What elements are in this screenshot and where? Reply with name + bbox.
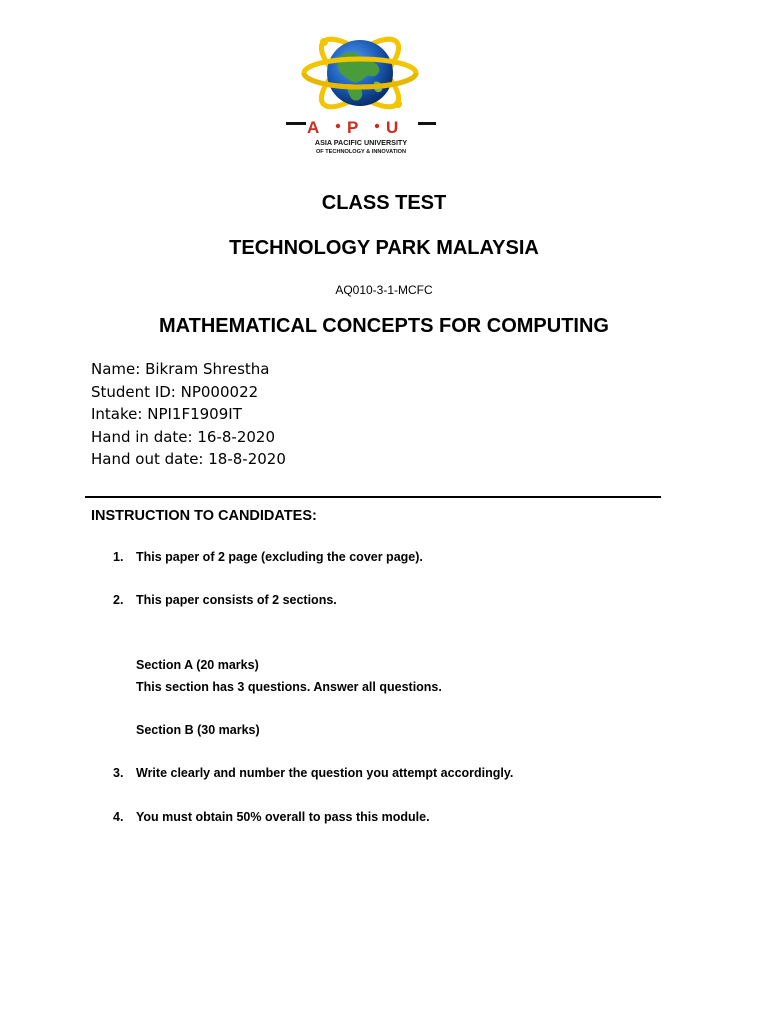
hand-out-label: Hand out date: xyxy=(91,450,204,469)
logo-letter-a: A xyxy=(307,118,320,137)
instruction-4-text: You must obtain 50% overall to pass this module. xyxy=(136,810,430,824)
hand-in-row xyxy=(91,426,286,449)
horizontal-divider xyxy=(85,496,661,498)
logo-letter-p: P xyxy=(347,118,359,137)
hand-in-value: 16-8-2020 xyxy=(197,427,276,446)
student-name-row xyxy=(91,358,286,381)
module-name: MATHEMATICAL CONCEPTS FOR COMPUTING xyxy=(159,315,609,337)
section-b-title: Section B (30 marks) xyxy=(136,723,260,737)
student-name-value: Bikram Shrestha xyxy=(145,360,270,378)
student-id-value: NP000022 xyxy=(180,382,259,401)
intake-row xyxy=(91,403,286,426)
hand-out-value: 18-8-2020 xyxy=(208,450,286,469)
student-name-label: Name: xyxy=(91,360,141,378)
instruction-1-text: This paper of 2 page (excluding the cover page). xyxy=(136,550,423,564)
student-id-row xyxy=(91,381,286,404)
document-title: CLASS TEST xyxy=(321,192,447,214)
section-a-title: Section A (20 marks) xyxy=(136,658,259,672)
logo-university-line1: ASIA PACIFIC UNIVERSITY xyxy=(314,138,408,147)
section-a-description: This section has 3 questions. Answer all questions. xyxy=(136,680,442,694)
student-details xyxy=(91,358,286,471)
hand-out-row xyxy=(91,448,286,471)
instruction-4-number: 4. xyxy=(113,810,124,824)
instructions-title: INSTRUCTION TO CANDIDATES: xyxy=(91,508,317,524)
instruction-3-text: Write clearly and number the question you attempt accordingly. xyxy=(136,766,514,780)
instruction-3-number: 3. xyxy=(113,766,124,780)
intake-value: NPI1F1909IT xyxy=(147,405,242,424)
instruction-2-text: This paper consists of 2 sections. xyxy=(136,593,337,607)
instruction-2-number: 2. xyxy=(113,593,124,607)
logo-letter-u: U xyxy=(386,118,399,137)
location-title: TECHNOLOGY PARK MALAYSIA xyxy=(229,237,539,259)
instruction-1-number: 1. xyxy=(113,550,124,564)
intake-label: Intake: xyxy=(91,405,143,424)
logo-university-line2: OF TECHNOLOGY & INNOVATION xyxy=(315,149,407,155)
hand-in-label: Hand in date: xyxy=(91,427,193,446)
module-code: AQ010-3-1-MCFC xyxy=(335,283,433,297)
student-id-label: Student ID: xyxy=(91,382,176,401)
globe-atom-icon xyxy=(278,26,444,164)
apu-logo xyxy=(278,26,444,164)
